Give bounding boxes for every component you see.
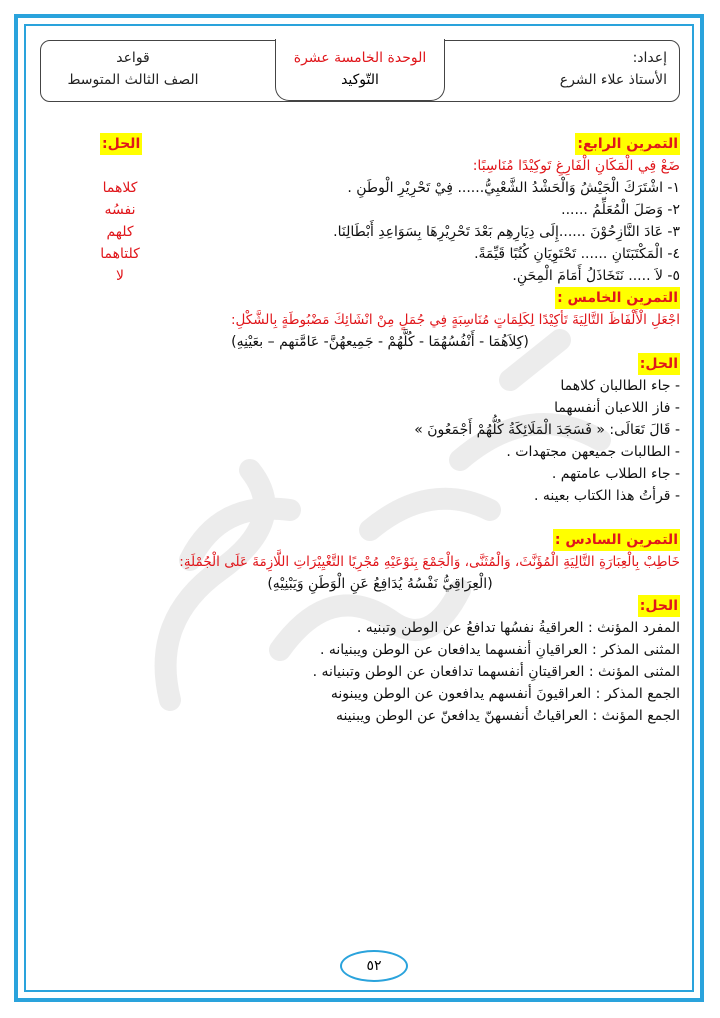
ex4-item-text: ٤- الْمَكْتَبَتَانِ ...... تَحْتَوِيَانِ كُتُبًا قَيِّمَةً. [474,246,680,262]
ex4-item [80,177,680,199]
worksheet-content [80,133,680,727]
ex4-item-text: ٢- وَصَلَ الْمُعَلِّمُ ...... [561,202,680,218]
ex5-instruction: اجْعَلِ الْأَلْفَاظَ التَّالِيَةَ تَأكِيْدًا لِكَلِمَاتٍ مُنَاسِبَةٍ فِي جُمَلٍ مِنْ انْشَائِكَ مَضْبُوطَةٍ بِالشَّكْلِ: [230,312,680,328]
ex5-answer: - قَالَ تَعَالَى: « فَسَجَدَ الْمَلَائِكَةُ كُلُّهُمْ أَجْمَعُونَ » [414,422,680,438]
ex5-answer: - جاء الطالبان كلاهما [560,378,680,394]
page-number: ٥٢ [340,950,408,982]
ex5-answer: - الطالبات جميعهن مجتهدات . [506,444,680,460]
author-name: الأستاذ علاء الشرع [559,72,667,88]
ex6-sentence: (الْعِرَاقِيُّ نَفْسُهُ يُدَافِعُ عَنِ الْوَطَنِ وَيَبْنِيْهِ) [267,576,493,592]
ex4-solution-label: الحل: [100,133,142,155]
subject-name: قواعد [116,50,150,66]
author-block [560,47,667,91]
ex4-title: التمرين الرابع: [575,133,680,155]
ex5-words: (كِلاَهُمَا - أَنْفُسُهُمَا - كُلَّهُمْ - جَمِيعهُنَّ- عَامَّتهم – بعَيْنِهِ) [231,334,529,350]
ex4-item-text: ١- اشْتَرَكَ الْجَيْشُ وَالْحَشْدُ الشَّعْبِيُّ...... فِيْ تَحْرِيْرِ الْوطَنِ . [347,180,680,196]
ex6-answer: المثنى المؤنث : العراقيتانِ أنفسهما تدافعان عن الوطن وتبنيانه . [312,664,680,680]
ex5-answer: - جاء الطلاب عامتهم . [551,466,680,482]
ex5-answer: - قرأتُ هذا الكتاب بعينه . [533,488,680,504]
ex4-item-answer: لا [116,268,124,284]
author-prefix: إعداد: [632,50,667,66]
ex6-solution-row [80,595,680,617]
ex6-answer: المثنى المذكر : العراقيانِ أنفسهما يدافعان عن الوطن ويبنيانه . [319,642,680,658]
ex6-answer: المفرد المؤنث : العراقيةُ نفسُها تدافعُ عن الوطن وتبنيه . [356,620,680,636]
page-header [40,40,680,102]
ex5-solution-label: الحل: [638,353,680,375]
ex4-item-text: ٣- عَادَ النَّازِحُوْنَ ......إِلَى دِيَارِهِم بَعْدَ تَحْرِيْرِهَا بِسَوَاعِدِ أَبْطَالِنَا. [333,224,680,240]
ex6-solution-label: الحل: [638,595,680,617]
ex6-title-row [80,529,680,551]
ex4-item-answer: كلاهما [102,180,138,196]
ex5-title: التمرين الخامس : [555,287,680,309]
ex4-item [80,199,680,221]
ex4-item-answer: نفسُه [104,202,136,218]
ex4-item [80,221,680,243]
ex5-title-row [80,287,680,309]
ex4-item [80,265,680,287]
ex4-title-row [80,133,680,155]
ex6-answer: الجمع المؤنث : العراقياتُ أنفسهنّ يدافعنّ عن الوطن ويبنينه [335,708,680,724]
ex4-instruction: ضَعْ فِي الْمَكَانِ الْفَارِغِ تَوكِيْدًا مُنَاسِبًا: [472,158,680,174]
ex6-answer: الجمع المذكر : العراقيونَ أنفسهم يدافعون عن الوطن ويبنونه [330,686,680,702]
grade-level: الصف الثالث المتوسط [67,72,199,88]
ex4-item-answer: كلهم [106,224,134,240]
ex4-item [80,243,680,265]
ex4-item-text: ٥- لاَ ..... نَتَخَاذَلُ أَمَامَ الْمِحَنِ. [512,268,680,284]
ex5-solution-row [80,353,680,375]
lesson-title: التّوكيد [341,72,379,88]
ex5-answer: - فاز اللاعبان أنفسهما [554,400,680,416]
ex6-title: التمرين السادس : [553,529,680,551]
subject-block [53,47,213,91]
ex6-instruction: خَاطِبْ بِالْعِبَارَةِ التَّالِيَةِ الْمُؤَنَّثَ، وَالْمُثَنَّى، وَالْجَمْعَ بِنَوْعَيْهِ مُجْرِيًا التَّغْيِيْرَاتِ اللَّازِمَةَ عَلَى الْجُمْلَةِ: [179,554,680,570]
ex4-item-answer: كلتاهما [100,246,140,262]
spacer [80,507,680,529]
unit-title-block [275,39,445,101]
unit-title: الوحدة الخامسة عشرة [293,50,427,66]
